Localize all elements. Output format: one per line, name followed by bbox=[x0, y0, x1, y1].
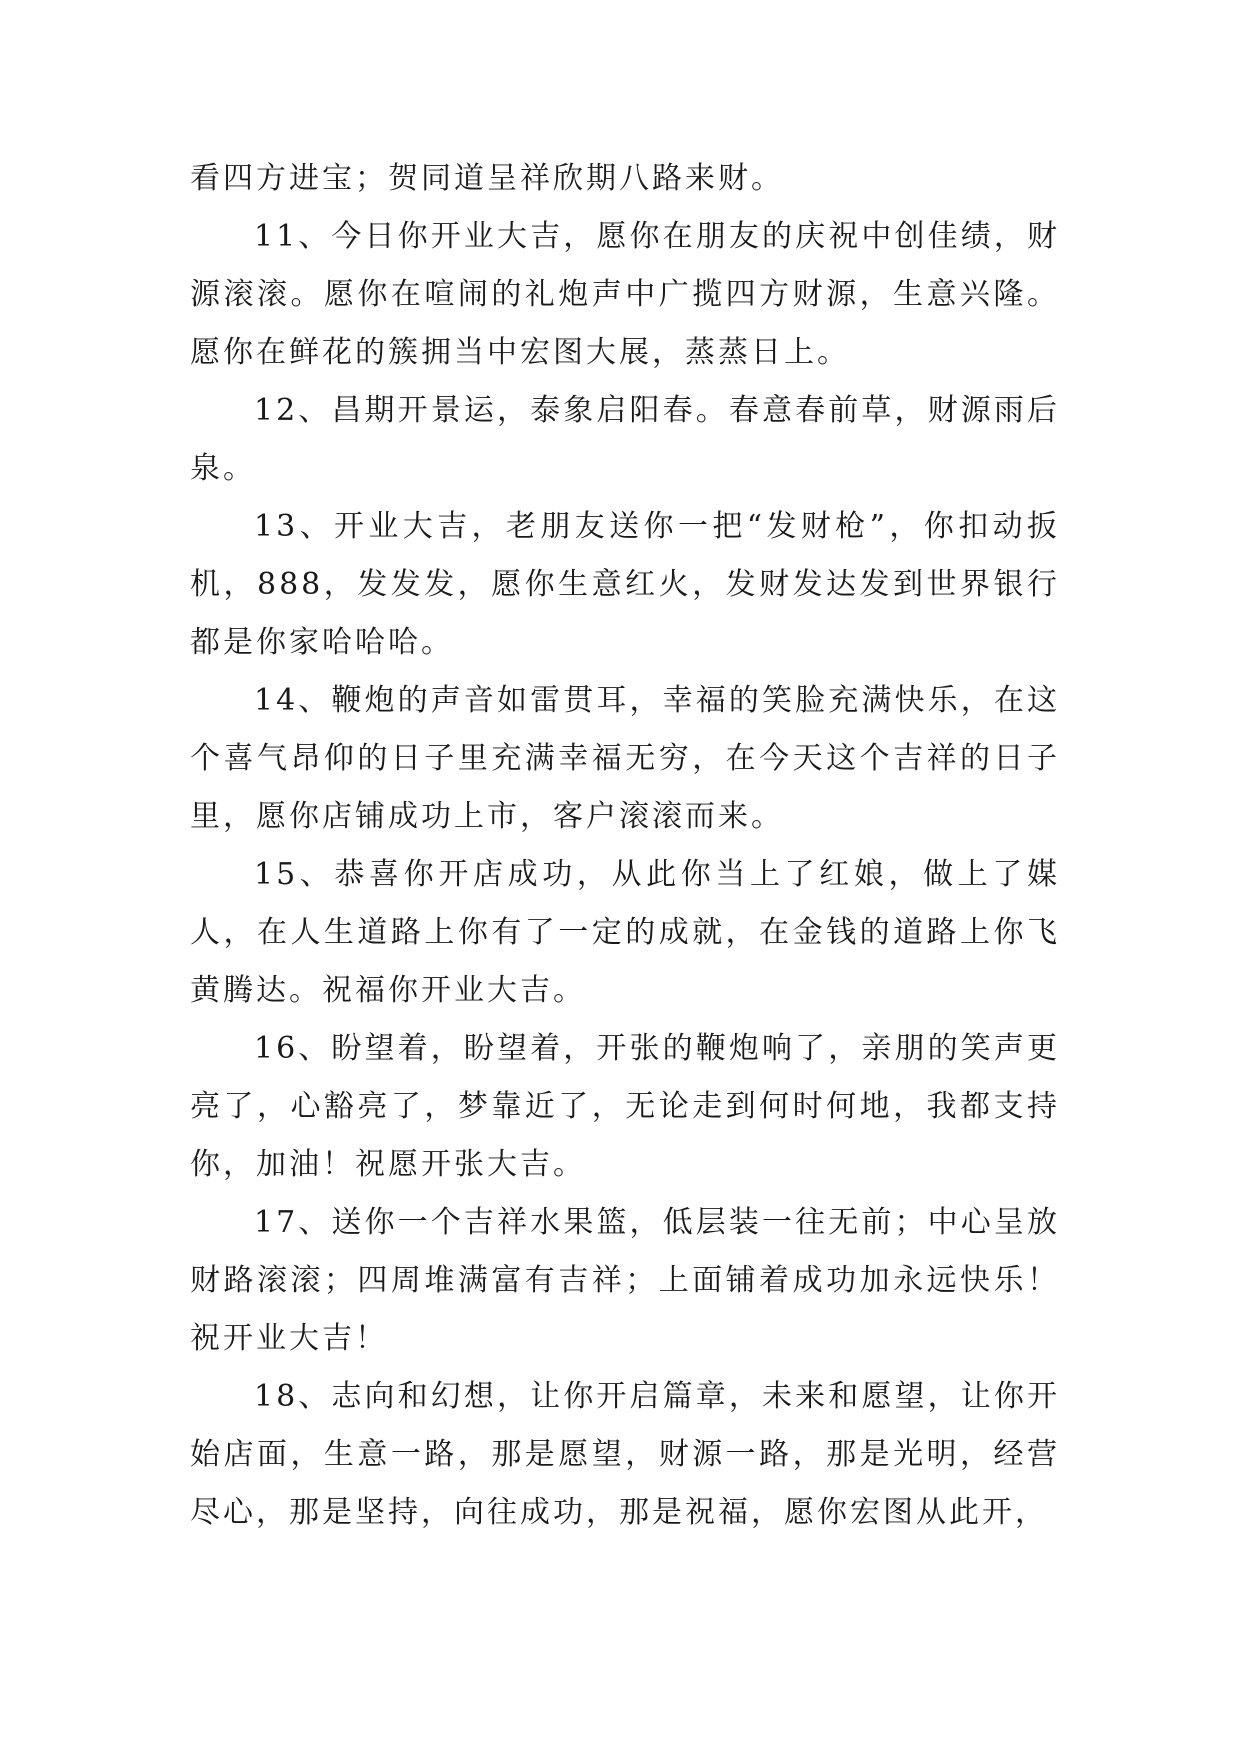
paragraph-11: 11、今日你开业大吉，愿你在朋友的庆祝中创佳绩，财源滚滚。愿你在喧闹的礼炮声中广揽四方财源，生意兴隆。愿你在鲜花的簇拥当中宏图大展，蒸蒸日上。 bbox=[190, 219, 1060, 370]
document-body bbox=[190, 150, 1060, 1542]
paragraph-15: 15、恭喜你开店成功，从此你当上了红娘，做上了媒人，在人生道路上你有了一定的成就，在金钱的道路上你飞黄腾达。祝福你开业大吉。 bbox=[190, 857, 1060, 1008]
paragraph-18: 18、志向和幻想，让你开启篇章，未来和愿望，让你开始店面，生意一路，那是愿望，财源一路，那是光明，经营尽心，那是坚持，向往成功，那是祝福，愿你宏图从此开， bbox=[190, 1379, 1060, 1530]
paragraph-12: 12、昌期开景运，泰象启阳春。春意春前草，财源雨后泉。 bbox=[190, 393, 1060, 486]
paragraph-14: 14、鞭炮的声音如雷贯耳，幸福的笑脸充满快乐，在这个喜气昂仰的日子里充满幸福无穷，在今天这个吉祥的日子里，愿你店铺成功上市，客户滚滚而来。 bbox=[190, 683, 1060, 834]
paragraph-13: 13、开业大吉，老朋友送你一把“发财枪”，你扣动扳机，888，发发发，愿你生意红火，发财发达发到世界银行都是你家哈哈哈。 bbox=[190, 509, 1060, 660]
paragraph-continuation: 看四方进宝；贺同道呈祥欣期八路来财。 bbox=[190, 161, 784, 196]
paragraph-17: 17、送你一个吉祥水果篮，低层装一往无前；中心呈放财路滚滚；四周堆满富有吉祥；上面铺着成功加永远快乐！祝开业大吉！ bbox=[190, 1205, 1060, 1356]
paragraph-16: 16、盼望着，盼望着，开张的鞭炮响了，亲朋的笑声更亮了，心豁亮了，梦靠近了，无论走到何时何地，我都支持你，加油！祝愿开张大吉。 bbox=[190, 1031, 1060, 1182]
